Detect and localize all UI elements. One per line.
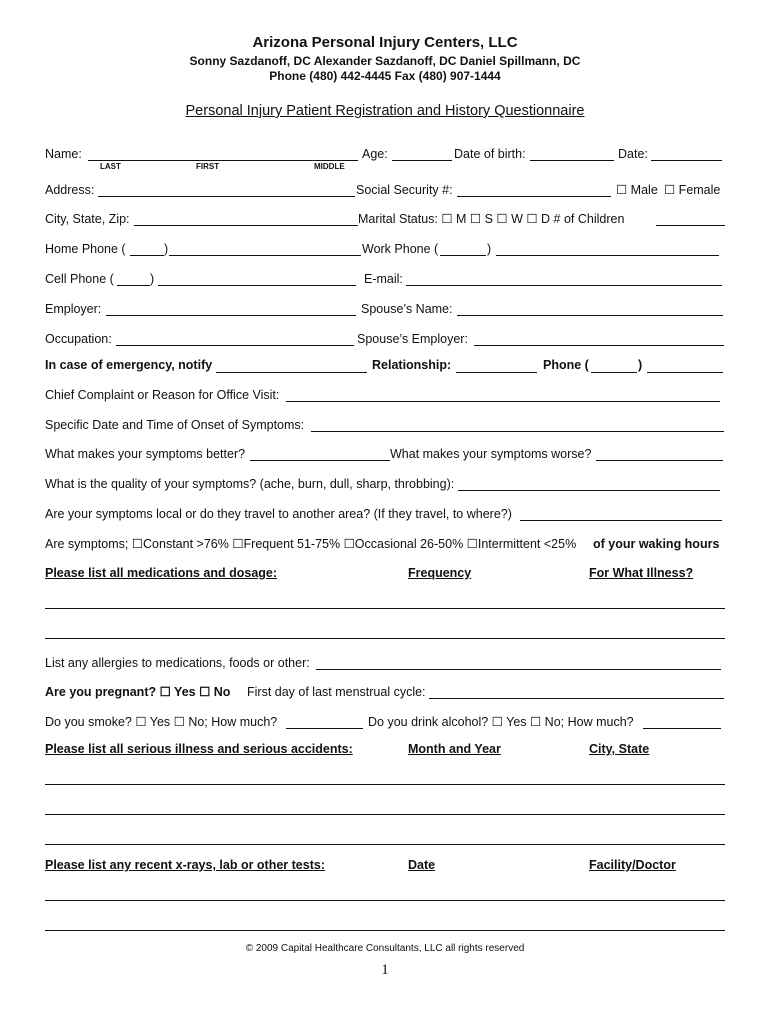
emergency-phone-paren: ) xyxy=(638,358,643,372)
cell-area-code-field[interactable] xyxy=(117,285,150,286)
emergency-phone-label: Phone ( xyxy=(543,358,589,372)
age-label: Age: xyxy=(362,147,388,161)
company-name: Arizona Personal Injury Centers, LLC xyxy=(252,34,518,51)
work-phone-field[interactable] xyxy=(496,255,719,256)
female-checkbox[interactable]: ☐ Female xyxy=(664,183,721,197)
contact-line: Phone (480) 442-4445 Fax (480) 907-1444 xyxy=(269,69,501,83)
doctors-line: Sonny Sazdanoff, DC Alexander Sazdanoff, DC Daniel Spillmann, DC xyxy=(189,54,581,68)
medications-header: Please list all medications and dosage: xyxy=(45,566,278,580)
spouse-employer-label: Spouse’s Employer: xyxy=(357,332,468,346)
ssn-field[interactable] xyxy=(457,196,611,197)
cell-phone-field[interactable] xyxy=(158,285,356,286)
chief-complaint-field[interactable] xyxy=(286,401,720,402)
form-title: Personal Injury Patient Registration and History Questionnaire xyxy=(185,103,585,119)
date-label: Date: xyxy=(618,147,648,161)
local-label: Are your symptoms local or do they travel to another area? (If they travel, to where?) xyxy=(45,507,512,521)
employer-field[interactable] xyxy=(106,315,356,316)
better-label: What makes your symptoms better? xyxy=(45,447,246,461)
spouse-name-label: Spouse’s Name: xyxy=(361,302,453,316)
relationship-field[interactable] xyxy=(456,372,537,373)
emergency-label: In case of emergency, notify xyxy=(45,358,213,372)
medications-line-1[interactable] xyxy=(45,608,725,609)
spouse-employer-field[interactable] xyxy=(474,345,724,346)
menstrual-field[interactable] xyxy=(429,698,724,699)
emergency-area-code-field[interactable] xyxy=(591,372,637,373)
worse-label: What makes your symptoms worse? xyxy=(390,447,592,461)
cell-phone-label: Cell Phone ( xyxy=(45,272,114,286)
local-field[interactable] xyxy=(520,520,722,521)
better-field[interactable] xyxy=(250,460,390,461)
tests-line-2[interactable] xyxy=(45,930,725,931)
alcohol-question[interactable]: Do you drink alcohol? ☐ Yes ☐ No; How much? xyxy=(368,715,634,729)
tests-facility-header: Facility/Doctor xyxy=(589,858,676,872)
worse-field[interactable] xyxy=(596,460,723,461)
medications-line-2[interactable] xyxy=(45,638,725,639)
illness-location-header: City, State xyxy=(589,742,650,756)
smoke-question[interactable]: Do you smoke? ☐ Yes ☐ No; How much? xyxy=(45,715,278,729)
home-phone-label: Home Phone ( xyxy=(45,242,126,256)
middle-sublabel: MIDDLE xyxy=(314,162,345,171)
emergency-phone-field[interactable] xyxy=(647,372,723,373)
onset-label: Specific Date and Time of Onset of Symptoms: xyxy=(45,418,305,432)
age-field[interactable] xyxy=(392,160,452,161)
quality-label: What is the quality of your symptoms? (ache, burn, dull, sharp, throbbing): xyxy=(45,477,455,491)
smoke-amount-field[interactable] xyxy=(286,728,363,729)
illness-line-2[interactable] xyxy=(45,814,725,815)
address-field[interactable] xyxy=(98,196,355,197)
emergency-field[interactable] xyxy=(216,372,367,373)
home-phone-field[interactable] xyxy=(169,255,361,256)
marital-status[interactable]: Marital Status: ☐ M ☐ S ☐ W ☐ D # of Children xyxy=(358,212,625,226)
spouse-name-field[interactable] xyxy=(457,315,723,316)
tests-line-1[interactable] xyxy=(45,900,725,901)
relationship-label: Relationship: xyxy=(372,358,452,372)
cell-phone-paren: ) xyxy=(150,272,155,286)
medications-frequency-header: Frequency xyxy=(408,566,472,580)
illness-line-3[interactable] xyxy=(45,844,725,845)
city-label: City, State, Zip: xyxy=(45,212,130,226)
illness-date-header: Month and Year xyxy=(408,742,501,756)
city-field[interactable] xyxy=(134,225,358,226)
name-label: Name: xyxy=(45,147,82,161)
work-area-code-field[interactable] xyxy=(440,255,486,256)
children-field[interactable] xyxy=(656,225,725,226)
work-phone-paren: ) xyxy=(487,242,492,256)
occupation-field[interactable] xyxy=(116,345,354,346)
male-checkbox[interactable]: ☐ Male xyxy=(616,183,658,197)
email-field[interactable] xyxy=(406,285,722,286)
page-number: 1 xyxy=(381,962,389,978)
dob-label: Date of birth: xyxy=(454,147,526,161)
dob-field[interactable] xyxy=(530,160,614,161)
chief-complaint-label: Chief Complaint or Reason for Office Visit: xyxy=(45,388,280,402)
allergies-field[interactable] xyxy=(316,669,721,670)
home-phone-paren: ) xyxy=(164,242,169,256)
frequency-suffix: of your waking hours xyxy=(593,537,720,551)
address-label: Address: xyxy=(45,183,95,197)
illness-line-1[interactable] xyxy=(45,784,725,785)
email-label: E-mail: xyxy=(364,272,403,286)
first-sublabel: FIRST xyxy=(196,162,220,171)
date-field[interactable] xyxy=(651,160,722,161)
tests-header: Please list any recent x-rays, lab or other tests: xyxy=(45,858,325,872)
work-phone-label: Work Phone ( xyxy=(362,242,439,256)
onset-field[interactable] xyxy=(311,431,724,432)
allergies-label: List any allergies to medications, foods or other: xyxy=(45,656,310,670)
pregnant-question[interactable]: Are you pregnant? ☐ Yes ☐ No xyxy=(45,685,231,699)
illness-header: Please list all serious illness and serious accidents: xyxy=(45,742,353,756)
ssn-label: Social Security #: xyxy=(356,183,453,197)
quality-field[interactable] xyxy=(458,490,720,491)
tests-date-header: Date xyxy=(408,858,436,872)
alcohol-amount-field[interactable] xyxy=(643,728,721,729)
name-field[interactable] xyxy=(88,160,358,161)
employer-label: Employer: xyxy=(45,302,102,316)
occupation-label: Occupation: xyxy=(45,332,112,346)
copyright: © 2009 Capital Healthcare Consultants, LLC all rights reserved xyxy=(245,943,525,954)
last-sublabel: LAST xyxy=(100,162,121,171)
medications-illness-header: For What Illness? xyxy=(589,566,694,580)
menstrual-label: First day of last menstrual cycle: xyxy=(247,685,426,699)
frequency-options[interactable]: Are symptoms; ☐Constant >76% ☐Frequent 51-75% ☐Occasional 26-50% ☐Intermittent <25% xyxy=(45,537,577,551)
home-area-code-field[interactable] xyxy=(130,255,164,256)
